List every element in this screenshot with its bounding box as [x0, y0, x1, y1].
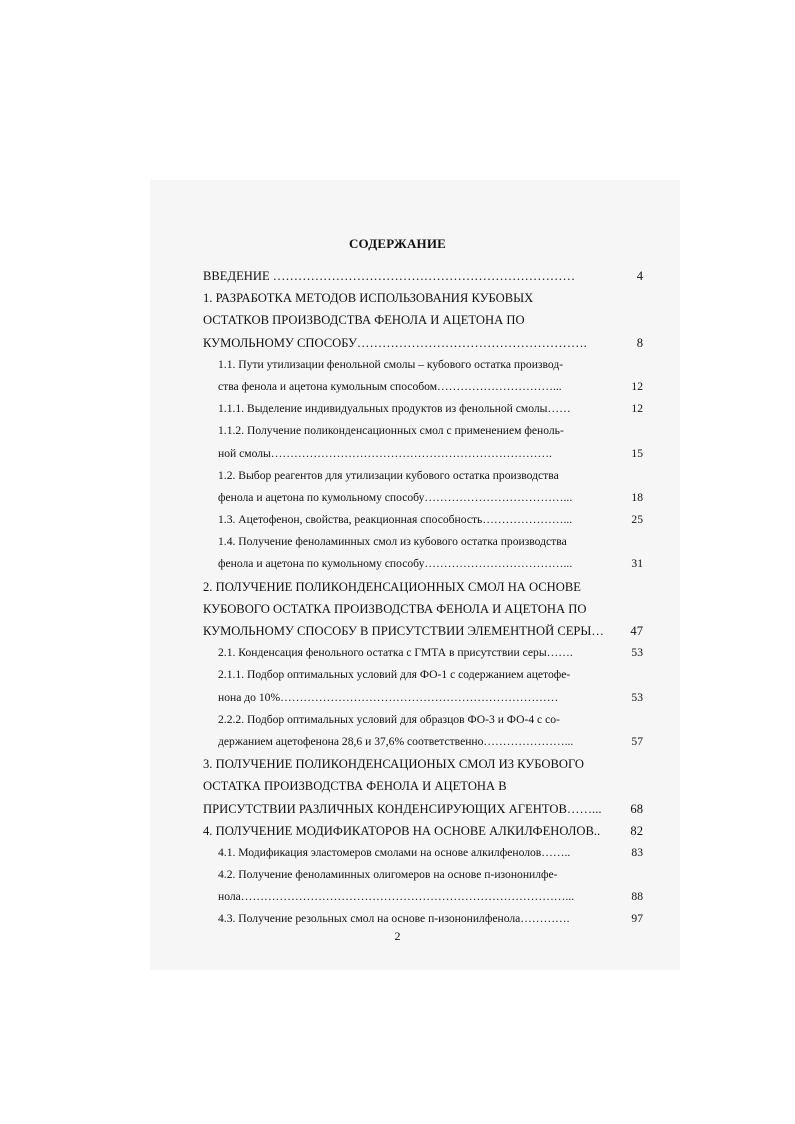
toc-entry-text: 2.1.1. Подбор оптимальных условий для ФО-1 с содержанием ацетофе-: [218, 668, 571, 682]
toc-entry-page: 97: [631, 912, 643, 926]
toc-entry-page: 88: [631, 890, 643, 904]
toc-entry-page: 82: [630, 823, 643, 838]
page-number: 2: [394, 929, 401, 943]
toc-entry: [203, 287, 643, 309]
toc-entry-text: 2.1. Конденсация фенольного остатка с ГМТА в присутствии серы…….: [218, 646, 573, 660]
toc-entry-page: 83: [631, 845, 643, 859]
toc-entry-text: 4.3. Получение резольных смол на основе п-изононилфенола………….: [218, 912, 570, 926]
toc-entry-text: 1.1.2. Получение поликонденсационных смол с применением феноль-: [218, 424, 564, 438]
toc-entry-text: держанием ацетофенона 28,6 и 37,6% соответственно…………………...: [218, 734, 574, 748]
toc-entry: [203, 265, 643, 287]
toc-entry-text: ной смолы……………………………………………………………….: [218, 446, 552, 460]
toc-entry: [203, 420, 643, 442]
toc-entry: [203, 731, 643, 753]
toc-entry: [203, 531, 643, 553]
toc-entry: [203, 443, 643, 465]
toc-entry-text: КУБОВОГО ОСТАТКА ПРОИЗВОДСТВА ФЕНОЛА И АЦЕТОНА ПО: [203, 601, 587, 616]
toc-entry-text: КУМОЛЬНОМУ СПОСОБУ……………………………………………….: [203, 335, 587, 350]
toc-entry-page: 15: [631, 446, 643, 460]
toc-entry: [203, 753, 643, 775]
toc-entry-page: 47: [630, 624, 643, 638]
toc-entry-page: 31: [631, 557, 643, 571]
toc-entry-text: ВВЕДЕНИЕ ………………………………………………………………: [203, 269, 576, 283]
toc-entry-text: 4.1. Модификация эластомеров смолами на основе алкилфенолов……..: [218, 845, 571, 859]
toc-entry-text: нона до 10%………………………………………………………………: [218, 690, 559, 704]
toc-entry-text: фенола и ацетона по кумольному способу………………………………...: [218, 557, 573, 571]
toc-entry-text: 4.2. Получение феноламинных олигомеров на основе п-изононилфе-: [218, 868, 558, 882]
page-title: СОДЕРЖАНИЕ: [348, 236, 447, 251]
toc-entry: [203, 553, 643, 575]
toc-entry-text: 1.1. Пути утилизации фенольной смолы – кубового остатка производ-: [218, 357, 564, 371]
toc-entry: [203, 798, 643, 820]
toc-entry: [203, 376, 643, 398]
toc-entry: [203, 709, 643, 731]
toc-entry: [203, 908, 643, 930]
toc-entry-page: 68: [630, 801, 643, 816]
toc-entry-text: 1.4. Получение феноламинных смол из кубового остатка производства: [218, 535, 567, 549]
toc-entry: [203, 642, 643, 664]
toc-entry-text: ОСТАТКА ПРОИЗВОДСТВА ФЕНОЛА И АЦЕТОНА В: [203, 779, 507, 794]
toc-entry: [203, 398, 643, 420]
toc-entry-page: 12: [631, 402, 643, 416]
toc-entry-text: 2. ПОЛУЧЕНИЕ ПОЛИКОНДЕНСАЦИОННЫХ СМОЛ НА ОСНОВЕ: [203, 579, 581, 594]
toc-entry-page: 57: [631, 734, 643, 748]
toc-entry: [203, 886, 643, 908]
toc-entry-page: 4: [636, 269, 643, 283]
toc-entry: [203, 842, 643, 864]
toc-entry: [203, 620, 643, 642]
toc-entry-text: 3. ПОЛУЧЕНИЕ ПОЛИКОНДЕНСАЦИОНЫХ СМОЛ ИЗ КУБОВОГО: [203, 757, 585, 772]
toc-entry-page: 12: [631, 379, 643, 393]
toc-entry-page: 53: [631, 690, 643, 704]
toc-entry: [203, 309, 643, 331]
toc-entry-text: 1.3. Ацетофенон, свойства, реакционная способность…………………...: [218, 513, 573, 527]
toc-entry: [203, 487, 643, 509]
toc-entry-text: ПРИСУТСТВИИ РАЗЛИЧНЫХ КОНДЕНСИРУЮЩИХ АГЕНТОВ……...: [203, 801, 602, 816]
toc-entry-text: 2.2.2. Подбор оптимальных условий для образцов ФО-3 и ФО-4 с со-: [218, 712, 560, 726]
toc-entry-text: 4. ПОЛУЧЕНИЕ МОДИФИКАТОРОВ НА ОСНОВЕ АЛКИЛФЕНОЛОВ..: [203, 823, 601, 838]
toc-entry-text: 1. РАЗРАБОТКА МЕТОДОВ ИСПОЛЬЗОВАНИЯ КУБОВЫХ: [203, 291, 534, 306]
toc-entry: [203, 775, 643, 797]
toc-entry: [203, 576, 643, 598]
toc-entry-text: ОСТАТКОВ ПРОИЗВОДСТВА ФЕНОЛА И АЦЕТОНА ПО: [203, 313, 525, 328]
toc-entry-text: 1.1.1. Выделение индивидуальных продуктов из фенольной смолы……: [218, 402, 571, 416]
toc-entry: [203, 664, 643, 686]
toc-entry: [203, 820, 643, 842]
toc-entry-text: нола…………………………………………………………………………...: [218, 890, 575, 904]
toc-entry-text: КУМОЛЬНОМУ СПОСОБУ В ПРИСУТСТВИИ ЭЛЕМЕНТНОЙ СЕРЫ…: [203, 624, 605, 638]
toc-entry-text: фенола и ацетона по кумольному способу………………………………...: [218, 490, 573, 504]
toc-entry: [203, 465, 643, 487]
toc-entry: [203, 598, 643, 620]
toc-entry-page: 25: [631, 513, 643, 527]
toc-entry: [203, 332, 643, 354]
toc-entry: [203, 509, 643, 531]
table-of-contents: [203, 265, 643, 931]
toc-entry: [203, 354, 643, 376]
toc-entry: [203, 687, 643, 709]
toc-entry-text: 1.2. Выбор реагентов для утилизации кубового остатка производства: [218, 468, 559, 482]
toc-entry-page: 8: [636, 335, 643, 350]
toc-entry-page: 18: [631, 490, 643, 504]
toc-entry-text: ства фенола и ацетона кумольным способом…………………………...: [218, 379, 562, 393]
toc-entry: [203, 864, 643, 886]
toc-entry-page: 53: [631, 646, 643, 660]
